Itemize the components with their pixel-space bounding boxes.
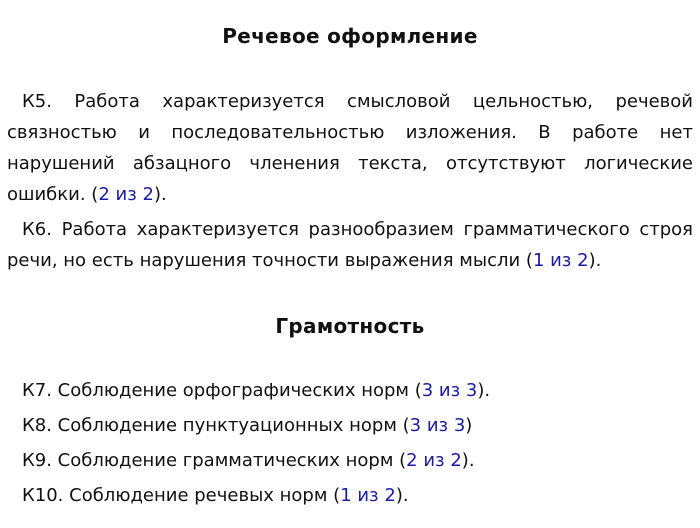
criterion-k6-score: 1 из 2 — [532, 250, 589, 271]
criterion-k5-score: 2 из 2 — [98, 184, 154, 205]
criterion-k8-score: 3 из 3 — [409, 415, 466, 436]
section-heading-speech: Речевое оформление — [222, 24, 478, 48]
criterion-k8 — [22, 413, 472, 439]
criterion-k10-tail: ). — [395, 485, 409, 506]
criterion-k8-text: К8. Соблюдение пунктуационных норм ( — [22, 415, 410, 436]
criterion-k9 — [22, 448, 475, 474]
criterion-k10-score: 1 из 2 — [340, 485, 396, 506]
criterion-k7-score: 3 из 3 — [421, 380, 478, 401]
criterion-k9-score: 2 из 2 — [406, 450, 462, 471]
criterion-k7-tail: ). — [477, 380, 491, 401]
criterion-k10-text: К10. Соблюдение речевых норм ( — [22, 485, 341, 506]
criterion-k9-tail: ). — [461, 450, 475, 471]
section-heading-literacy: Грамотность — [275, 314, 425, 338]
criterion-k10 — [22, 483, 409, 509]
criterion-k5 — [7, 86, 693, 210]
criterion-k6 — [7, 214, 693, 276]
criterion-k6-tail: ). — [588, 250, 602, 271]
criterion-k8-tail: ) — [465, 415, 473, 436]
criterion-k6-text: К6. Работа характеризуется разнообразием грамматического строя речи, но есть нарушения точности выражения мысли ( — [7, 219, 693, 271]
criterion-k9-text: К9. Соблюдение грамматических норм ( — [22, 450, 407, 471]
criterion-k7 — [22, 378, 490, 404]
criterion-k5-tail: ). — [153, 184, 167, 205]
criterion-k5-text: К5. Работа характеризуется смысловой цельностью, речевой связностью и последовательностью изложения. В работе нет нарушений абзацного членения текста, отсутствуют логические ошибки. ( — [7, 91, 693, 205]
criterion-k7-text: К7. Соблюдение орфографических норм ( — [22, 380, 422, 401]
